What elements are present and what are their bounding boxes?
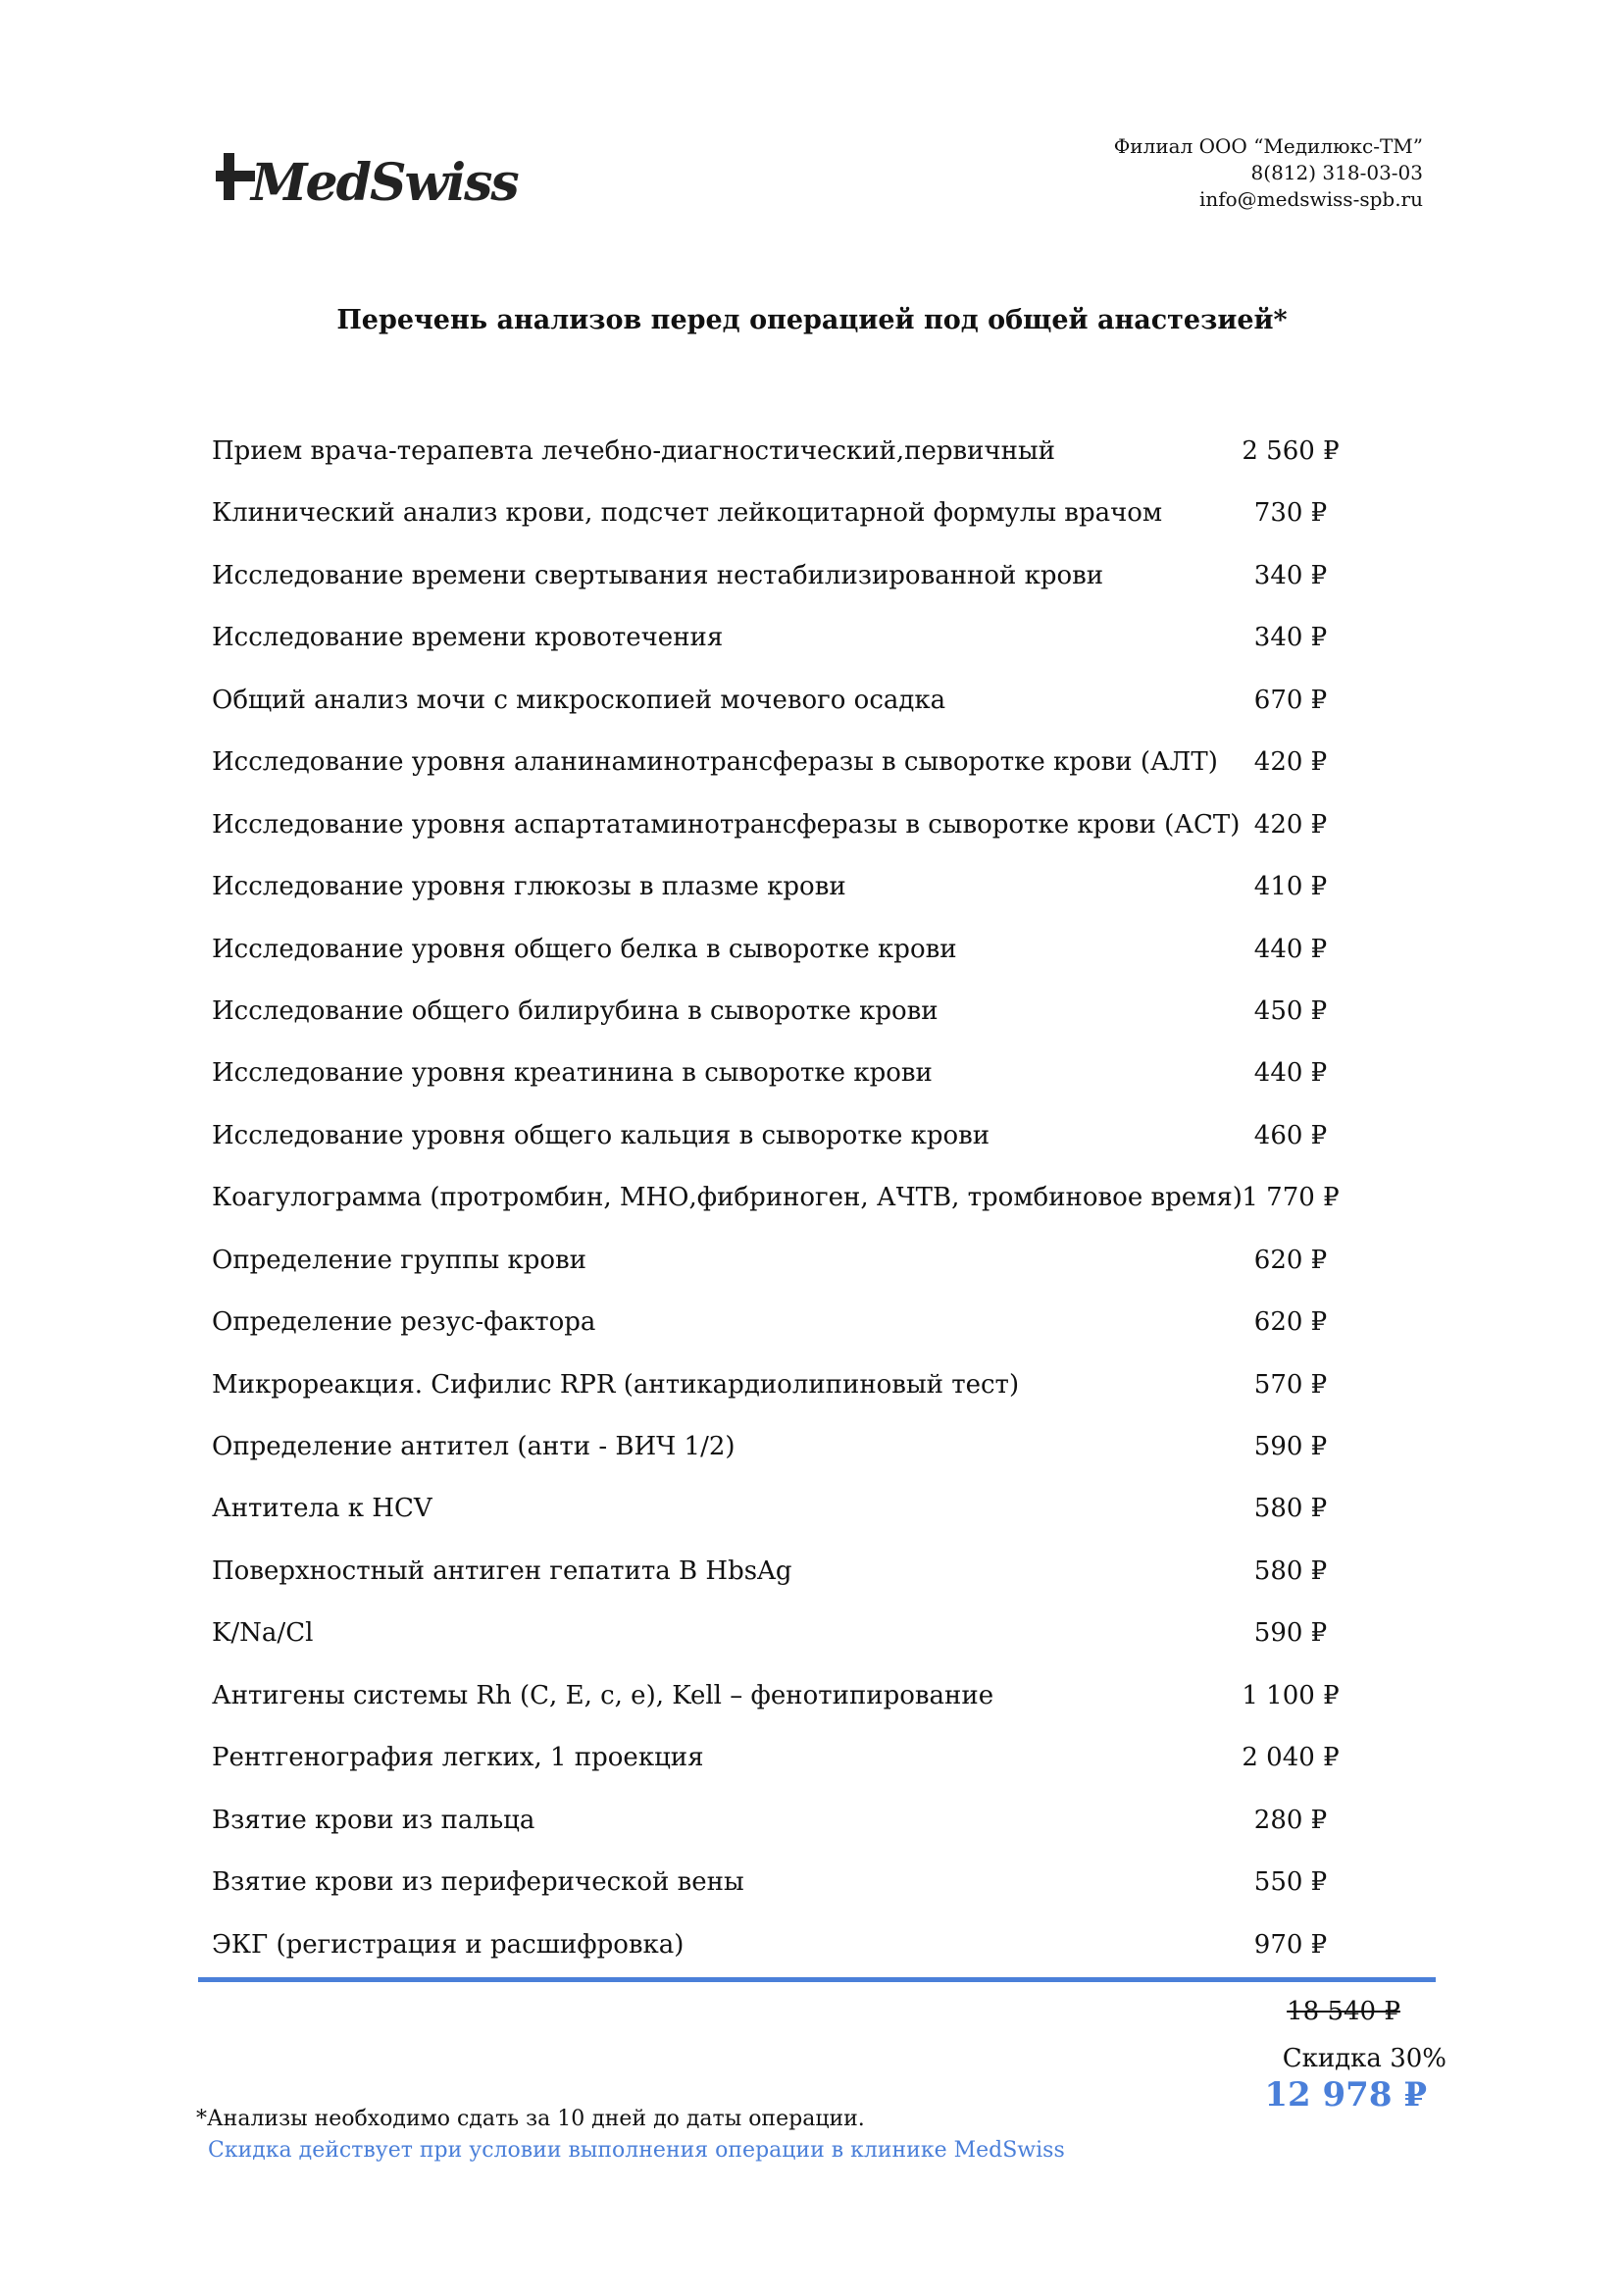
service-price: 620 ₽: [1253, 1307, 1328, 1338]
old-total: 18 540 ₽: [1287, 1997, 1400, 2026]
service-name: Исследование уровня общего кальция в сыворотке крови: [212, 1120, 990, 1150]
service-price: 1 100 ₽: [1242, 1680, 1340, 1710]
service-name: Определение группы крови: [212, 1245, 586, 1275]
service-row: [212, 1678, 1389, 1740]
service-row: [212, 683, 1389, 744]
service-name: Исследование общего билирубина в сыворотке крови: [212, 995, 939, 1026]
service-name: Исследование времени свертывания нестабилизированной крови: [212, 560, 1104, 590]
service-price: 280 ₽: [1253, 1805, 1328, 1835]
service-name: Взятие крови из периферической вены: [212, 1867, 744, 1898]
service-price: 580 ₽: [1253, 1555, 1328, 1586]
service-row: [212, 433, 1389, 495]
service-name: Исследование времени кровотечения: [212, 623, 724, 653]
company-email: info@medswiss-spb.ru: [1198, 187, 1423, 211]
service-price: 420 ₽: [1253, 747, 1328, 778]
service-row: [212, 1429, 1389, 1491]
service-name: Клинический анализ крови, подсчет лейкоцитарной формулы врачом: [212, 498, 1163, 529]
service-row: [212, 1864, 1389, 1926]
service-price: 440 ₽: [1253, 1058, 1328, 1089]
service-row: [212, 932, 1389, 994]
service-price: 590 ₽: [1253, 1618, 1328, 1649]
final-total: 12 978 ₽: [1264, 2075, 1427, 2115]
service-price: 340 ₽: [1253, 560, 1328, 590]
service-name: K/Na/Cl: [212, 1618, 314, 1649]
service-name: ЭКГ (регистрация и расшифровка): [212, 1929, 685, 1960]
service-row: [212, 744, 1389, 806]
service-row: [212, 1491, 1389, 1553]
company-phone: 8(812) 318-03-03: [1250, 161, 1423, 184]
service-name: Поверхностный антиген гепатита В HbsAg: [212, 1555, 792, 1586]
service-price: 450 ₽: [1253, 995, 1328, 1026]
service-price: 2 560 ₽: [1242, 436, 1340, 466]
service-price: 590 ₽: [1253, 1432, 1328, 1461]
service-row: [212, 1740, 1389, 1802]
service-row: [212, 1554, 1389, 1615]
service-row: [212, 1055, 1389, 1117]
service-price: 340 ₽: [1253, 623, 1328, 653]
service-row: [212, 869, 1389, 931]
service-price: 460 ₽: [1253, 1120, 1328, 1150]
service-price: 730 ₽: [1253, 498, 1328, 529]
service-name: Исследование уровня общего белка в сыворотке крови: [212, 934, 957, 964]
service-row: [212, 807, 1389, 869]
service-name: Антитела к HCV: [212, 1494, 432, 1524]
svg-text:MedSwiss: MedSwiss: [251, 153, 518, 208]
service-price: 670 ₽: [1253, 685, 1328, 715]
service-name: Определение резус-фактора: [212, 1307, 596, 1338]
service-name: Исследование уровня креатинина в сыворотке крови: [212, 1058, 933, 1089]
service-row: [212, 1180, 1389, 1242]
company-name: Филиал ООО “Медилюкс-ТМ”: [1113, 134, 1423, 158]
service-row: [212, 1803, 1389, 1864]
service-name: Рентгенография легких, 1 проекция: [212, 1743, 704, 1773]
discount-label: Скидка 30%: [1282, 2044, 1446, 2073]
service-row: [212, 1118, 1389, 1180]
service-price: 570 ₽: [1253, 1369, 1328, 1400]
service-row: [212, 1367, 1389, 1429]
service-price: 620 ₽: [1253, 1245, 1328, 1275]
service-name: Коагулограмма (протромбин, МНО,фибриноген, АЧТВ, тромбиновое время): [212, 1183, 1243, 1213]
service-price: 440 ₽: [1253, 934, 1328, 964]
document-title: Перечень анализов перед операцией под общей анастезией*: [336, 305, 1288, 335]
service-row: [212, 1243, 1389, 1304]
service-name: Исследование уровня аспартатаминотрансферазы в сыворотке крови (АСТ): [212, 809, 1241, 840]
service-row: [212, 558, 1389, 620]
service-name: Определение антител (анти - ВИЧ 1/2): [212, 1432, 736, 1461]
service-name: Исследование уровня глюкозы в плазме крови: [212, 872, 846, 902]
service-price: 420 ₽: [1253, 809, 1328, 840]
total-divider: [198, 1977, 1436, 1982]
service-name: Исследование уровня аланинаминотрансферазы в сыворотке крови (АЛТ): [212, 747, 1218, 778]
service-name: Микрореакция. Сифилис RPR (антикардиолипиновый тест): [212, 1369, 1020, 1400]
service-name: Общий анализ мочи с микроскопией мочевого осадка: [212, 685, 946, 715]
footnote: *Анализы необходимо сдать за 10 дней до даты операции.: [196, 2107, 865, 2131]
service-price: 550 ₽: [1253, 1867, 1328, 1898]
service-price: 1 770 ₽: [1242, 1183, 1340, 1213]
service-price: 580 ₽: [1253, 1494, 1328, 1524]
service-row: [212, 495, 1389, 557]
services-list: [212, 433, 1389, 1989]
service-price: 2 040 ₽: [1242, 1743, 1340, 1773]
service-row: [212, 620, 1389, 682]
service-name: Взятие крови из пальца: [212, 1805, 535, 1835]
service-name: Антигены системы Rh (С, Е, с, е), Kell – фенотипирование: [212, 1680, 994, 1710]
medswiss-logo: [216, 147, 528, 208]
service-price: 410 ₽: [1253, 872, 1328, 902]
service-name: Прием врача-терапевта лечебно-диагностический,первичный: [212, 436, 1055, 466]
service-row: [212, 1615, 1389, 1677]
company-info: [1114, 133, 1423, 213]
medswiss-logo-icon: [216, 147, 528, 208]
service-row: [212, 994, 1389, 1055]
service-price: 970 ₽: [1253, 1929, 1328, 1960]
service-row: [212, 1304, 1389, 1366]
discount-note: Скидка действует при условии выполнения операции в клинике MedSwiss: [208, 2138, 1065, 2163]
